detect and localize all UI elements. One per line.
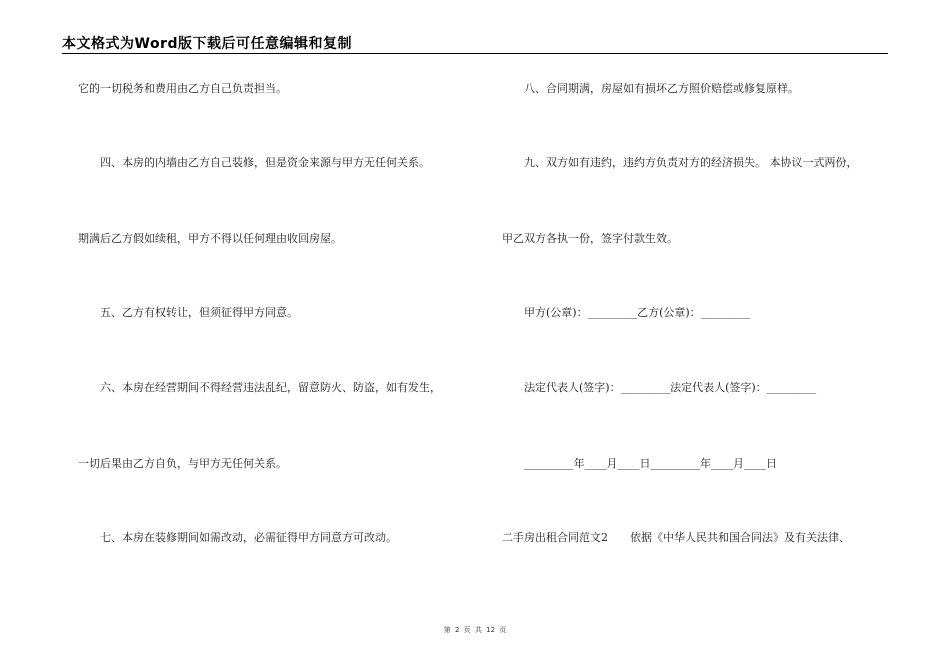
right-line-3: 甲乙双方各执一份，签字付款生效。: [502, 232, 678, 245]
left-line-2: 四、本房的内墙由乙方自己装修，但是资金来源与甲方无任何关系。: [100, 156, 430, 169]
footer-prefix: 第: [443, 626, 451, 634]
left-line-1: 它的一切税务和费用由乙方自己负责担当。: [78, 82, 287, 95]
left-line-6: 一切后果由乙方自负，与甲方无任何关系。: [78, 457, 287, 470]
left-line-7: 七、本房在装修期间如需改动，必需征得甲方同意方可改动。: [100, 531, 397, 544]
left-line-5: 六、本房在经营期间不得经营违法乱纪，留意防火、防盗，如有发生，: [100, 381, 441, 394]
header-divider: [62, 53, 888, 54]
right-line-1: 八、合同期满，房屋如有损坏乙方照价赔偿或修复原样。: [524, 82, 799, 95]
page-footer: [0, 625, 950, 635]
footer-mid2: 共: [474, 626, 482, 634]
left-line-4: 五、乙方有权转让，但须征得甲方同意。: [100, 306, 298, 319]
footer-page-number: 2: [454, 626, 460, 634]
document-header-title: 本文格式为Word版下载后可任意编辑和复制: [62, 36, 352, 52]
right-line-7: 二手房出租合同范文2 依据《中华人民共和国合同法》及有关法律、: [502, 531, 850, 544]
footer-total-pages: 12: [486, 626, 496, 634]
signature-line-seal: 甲方(公章)：_________乙方(公章)：_________: [524, 306, 751, 319]
signature-line-representative: 法定代表人(签字)：_________法定代表人(签字)：_________: [524, 381, 817, 394]
footer-mid1: 页: [463, 626, 471, 634]
signature-line-date: _________年____月____日_________年____月____日: [524, 457, 777, 470]
footer-suffix: 页: [499, 626, 507, 634]
right-line-2: 九、双方如有违约，违约方负责对方的经济损失。 本协议一式两份，: [524, 156, 858, 169]
left-line-3: 期满后乙方假如续租，甲方不得以任何理由收回房屋。: [78, 232, 342, 245]
